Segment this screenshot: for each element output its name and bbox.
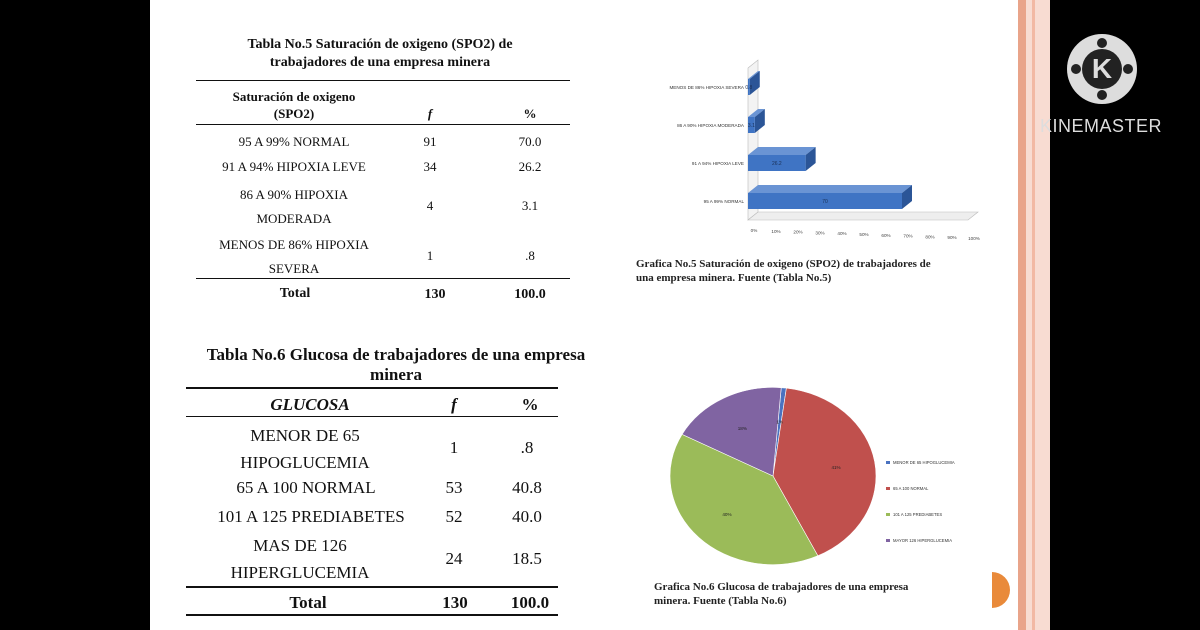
page-border-stripe [1018, 0, 1026, 630]
table5-row-f: 4 [426, 198, 434, 213]
chart5-category-label: 91 A 94% HIPOXIA LEVE [691, 161, 744, 166]
table5-header-pct: % [523, 106, 537, 121]
table5-top-rule [196, 80, 570, 81]
table5-row-label-line2: SEVERA [268, 261, 320, 276]
table6-row-label-line1: MENOR DE 65 [250, 426, 360, 445]
table6-row-label-line2: HIPOGLUCEMIA [240, 453, 370, 472]
table6-row-pct: 40.0 [512, 507, 542, 526]
table6-title [196, 345, 596, 385]
page-border-band [1026, 0, 1050, 630]
table5-title-line2: trabajadores de una empresa minera [269, 55, 491, 70]
chart6-legend-swatch [886, 487, 890, 490]
logo-reel-dot [1097, 90, 1107, 100]
table5-row-f: 34 [423, 159, 437, 174]
table5-header-f: f [427, 106, 433, 121]
table5-row-label-line2: MODERADA [256, 211, 332, 226]
chart6-caption [654, 580, 974, 608]
chart5-caption-line1: Grafica No.5 Saturación de oxigeno (SPO2) de trabajadores de [636, 258, 931, 270]
chart6-caption-line1: Grafica No.6 Glucosa de trabajadores de una empresa [654, 581, 909, 593]
chart6-legend-swatch [886, 461, 890, 464]
table5-header-label [196, 88, 392, 122]
glucose-pie-chart [660, 380, 980, 580]
table5-total-pct: 100.0 [514, 287, 546, 302]
table5-row-label [196, 183, 392, 231]
chart5-tick-label: 20% [793, 229, 803, 235]
chart5-data-label: 0.8 [745, 85, 753, 91]
table5-total-label: Total [279, 286, 311, 301]
table6-header-rule [186, 416, 558, 417]
logo-reel-dot [1097, 38, 1107, 48]
table5-row-label-line1: 86 A 90% HIPOXIA [240, 187, 348, 202]
table6-row-pct: .8 [520, 438, 534, 457]
logo-reel-dot [1071, 64, 1081, 74]
table5-row-label: 91 A 94% HIPOXIA LEVE [222, 159, 366, 174]
table5-title-line1: Tabla No.5 Saturación de oxigeno (SPO2) de [247, 37, 513, 52]
chart5-tick-label: 70% [903, 233, 913, 239]
chart5-tick-label: 30% [815, 230, 825, 236]
table5-row-label-line1: MENOS DE 86% HIPOXIA [219, 237, 369, 252]
table6-total-pct: 100.0 [510, 593, 550, 612]
table6-title-line1: Tabla No.6 Glucosa de trabajadores de una empresa [206, 345, 586, 364]
table6-row-f: 24 [445, 549, 463, 568]
kinemaster-logo-letter: K [1082, 49, 1122, 89]
table6-total-label: Total [289, 593, 327, 612]
chart6-legend-swatch [886, 539, 890, 542]
table5-row-pct: 70.0 [518, 134, 542, 149]
chart5-tick-label: 100% [968, 236, 980, 241]
chart5-tick-label: 0% [750, 228, 758, 233]
table5-header-label-line1: Saturación de oxigeno [232, 89, 356, 104]
table5-row-pct: .8 [525, 248, 535, 263]
chart5-bar-top [748, 185, 912, 193]
table6-row-pct: 40.8 [512, 478, 542, 497]
chart5-caption-line2: una empresa minera. Fuente (Tabla No.5) [636, 272, 832, 284]
chart6-data-label: 41% [831, 465, 841, 471]
chart6-data-label: 40% [722, 512, 732, 518]
chart5-category-label: 86 A 90% HIPOXIA MODERADA [677, 123, 744, 128]
table5-row-pct: 3.1 [521, 198, 539, 213]
table6-row-f: 53 [445, 478, 463, 497]
table6-header-f: f [451, 395, 457, 414]
table6-row-label: 65 A 100 NORMAL [236, 478, 376, 497]
table6-row-pct: 18.5 [512, 549, 542, 568]
table5-total-f: 130 [424, 287, 446, 302]
chart5-tick-label: 90% [947, 235, 957, 241]
chart5-tick-label: 80% [925, 234, 935, 240]
table5-header-rule [196, 124, 570, 125]
table5-row-pct: 26.2 [518, 159, 542, 174]
table6-header-pct: % [521, 395, 539, 414]
chart5-tick-label: 40% [837, 231, 847, 237]
page-border-line [1032, 0, 1035, 630]
chart5-caption [636, 257, 1016, 285]
table6-top-rule [186, 387, 558, 389]
chart6-legend-label: MAYOR 126 HIPERGLUCEMIA [893, 538, 953, 543]
spo2-bar-chart [640, 50, 1000, 250]
left-letterbox [0, 0, 150, 630]
kinemaster-brand-text: KINEMASTER [1040, 116, 1163, 136]
chart5-category-label: MENOS DE 86% HIPOXIA SEVERA [669, 85, 744, 90]
table6-header-label: GLUCOSA [270, 395, 350, 414]
chart6-data-label: 18% [737, 425, 747, 431]
chart5-bar-top [748, 147, 816, 155]
chart6-legend-label: MENOR DE 65 HIPOGLUCEMIA [893, 460, 955, 465]
chart5-data-label: 26.2 [771, 161, 782, 167]
table5-header-label-line2: (SPO2) [273, 106, 315, 121]
chart6-data-label: 1% [776, 419, 784, 425]
table6-title-line2: minera [370, 365, 422, 384]
table6-row-label-line1: MAS DE 126 [253, 536, 347, 555]
table6-row-label [210, 422, 400, 476]
table5-total-rule [196, 278, 570, 279]
table6-row-f: 1 [449, 438, 459, 457]
table6-row-label [200, 532, 400, 586]
chart6-legend-swatch [886, 513, 890, 516]
table6-total-rule [186, 586, 558, 588]
table5-row-label: 95 A 99% NORMAL [238, 134, 350, 149]
chart5-category-label: 95 A 99% NORMAL [703, 199, 744, 204]
chart5-tick-label: 10% [771, 228, 781, 234]
chart5-data-label: 3.1 [747, 123, 755, 129]
chart6-legend-label: 65 A 100 NORMAL [893, 486, 929, 491]
chart5-floor [748, 212, 978, 220]
table5-row-f: 1 [426, 248, 434, 263]
table5-row-f: 91 [423, 134, 437, 149]
table5-row-label [196, 233, 392, 281]
chart6-legend-label: 101 A 125 PREDIABETES [893, 512, 943, 517]
chart5-data-label: 70 [822, 199, 828, 205]
table6-row-label-line2: HIPERGLUCEMIA [230, 563, 370, 582]
table6-row-label: 101 A 125 PREDIABETES [217, 507, 405, 526]
chart5-tick-label: 50% [859, 232, 869, 237]
table6-total-f: 130 [442, 593, 468, 612]
chart5-tick-label: 60% [881, 232, 891, 238]
chart6-caption-line2: minera. Fuente (Tabla No.6) [654, 595, 787, 607]
logo-reel-dot [1123, 64, 1133, 74]
table6-bottom-rule [186, 614, 558, 616]
table5-title [222, 36, 538, 72]
table6-row-f: 52 [445, 507, 463, 526]
